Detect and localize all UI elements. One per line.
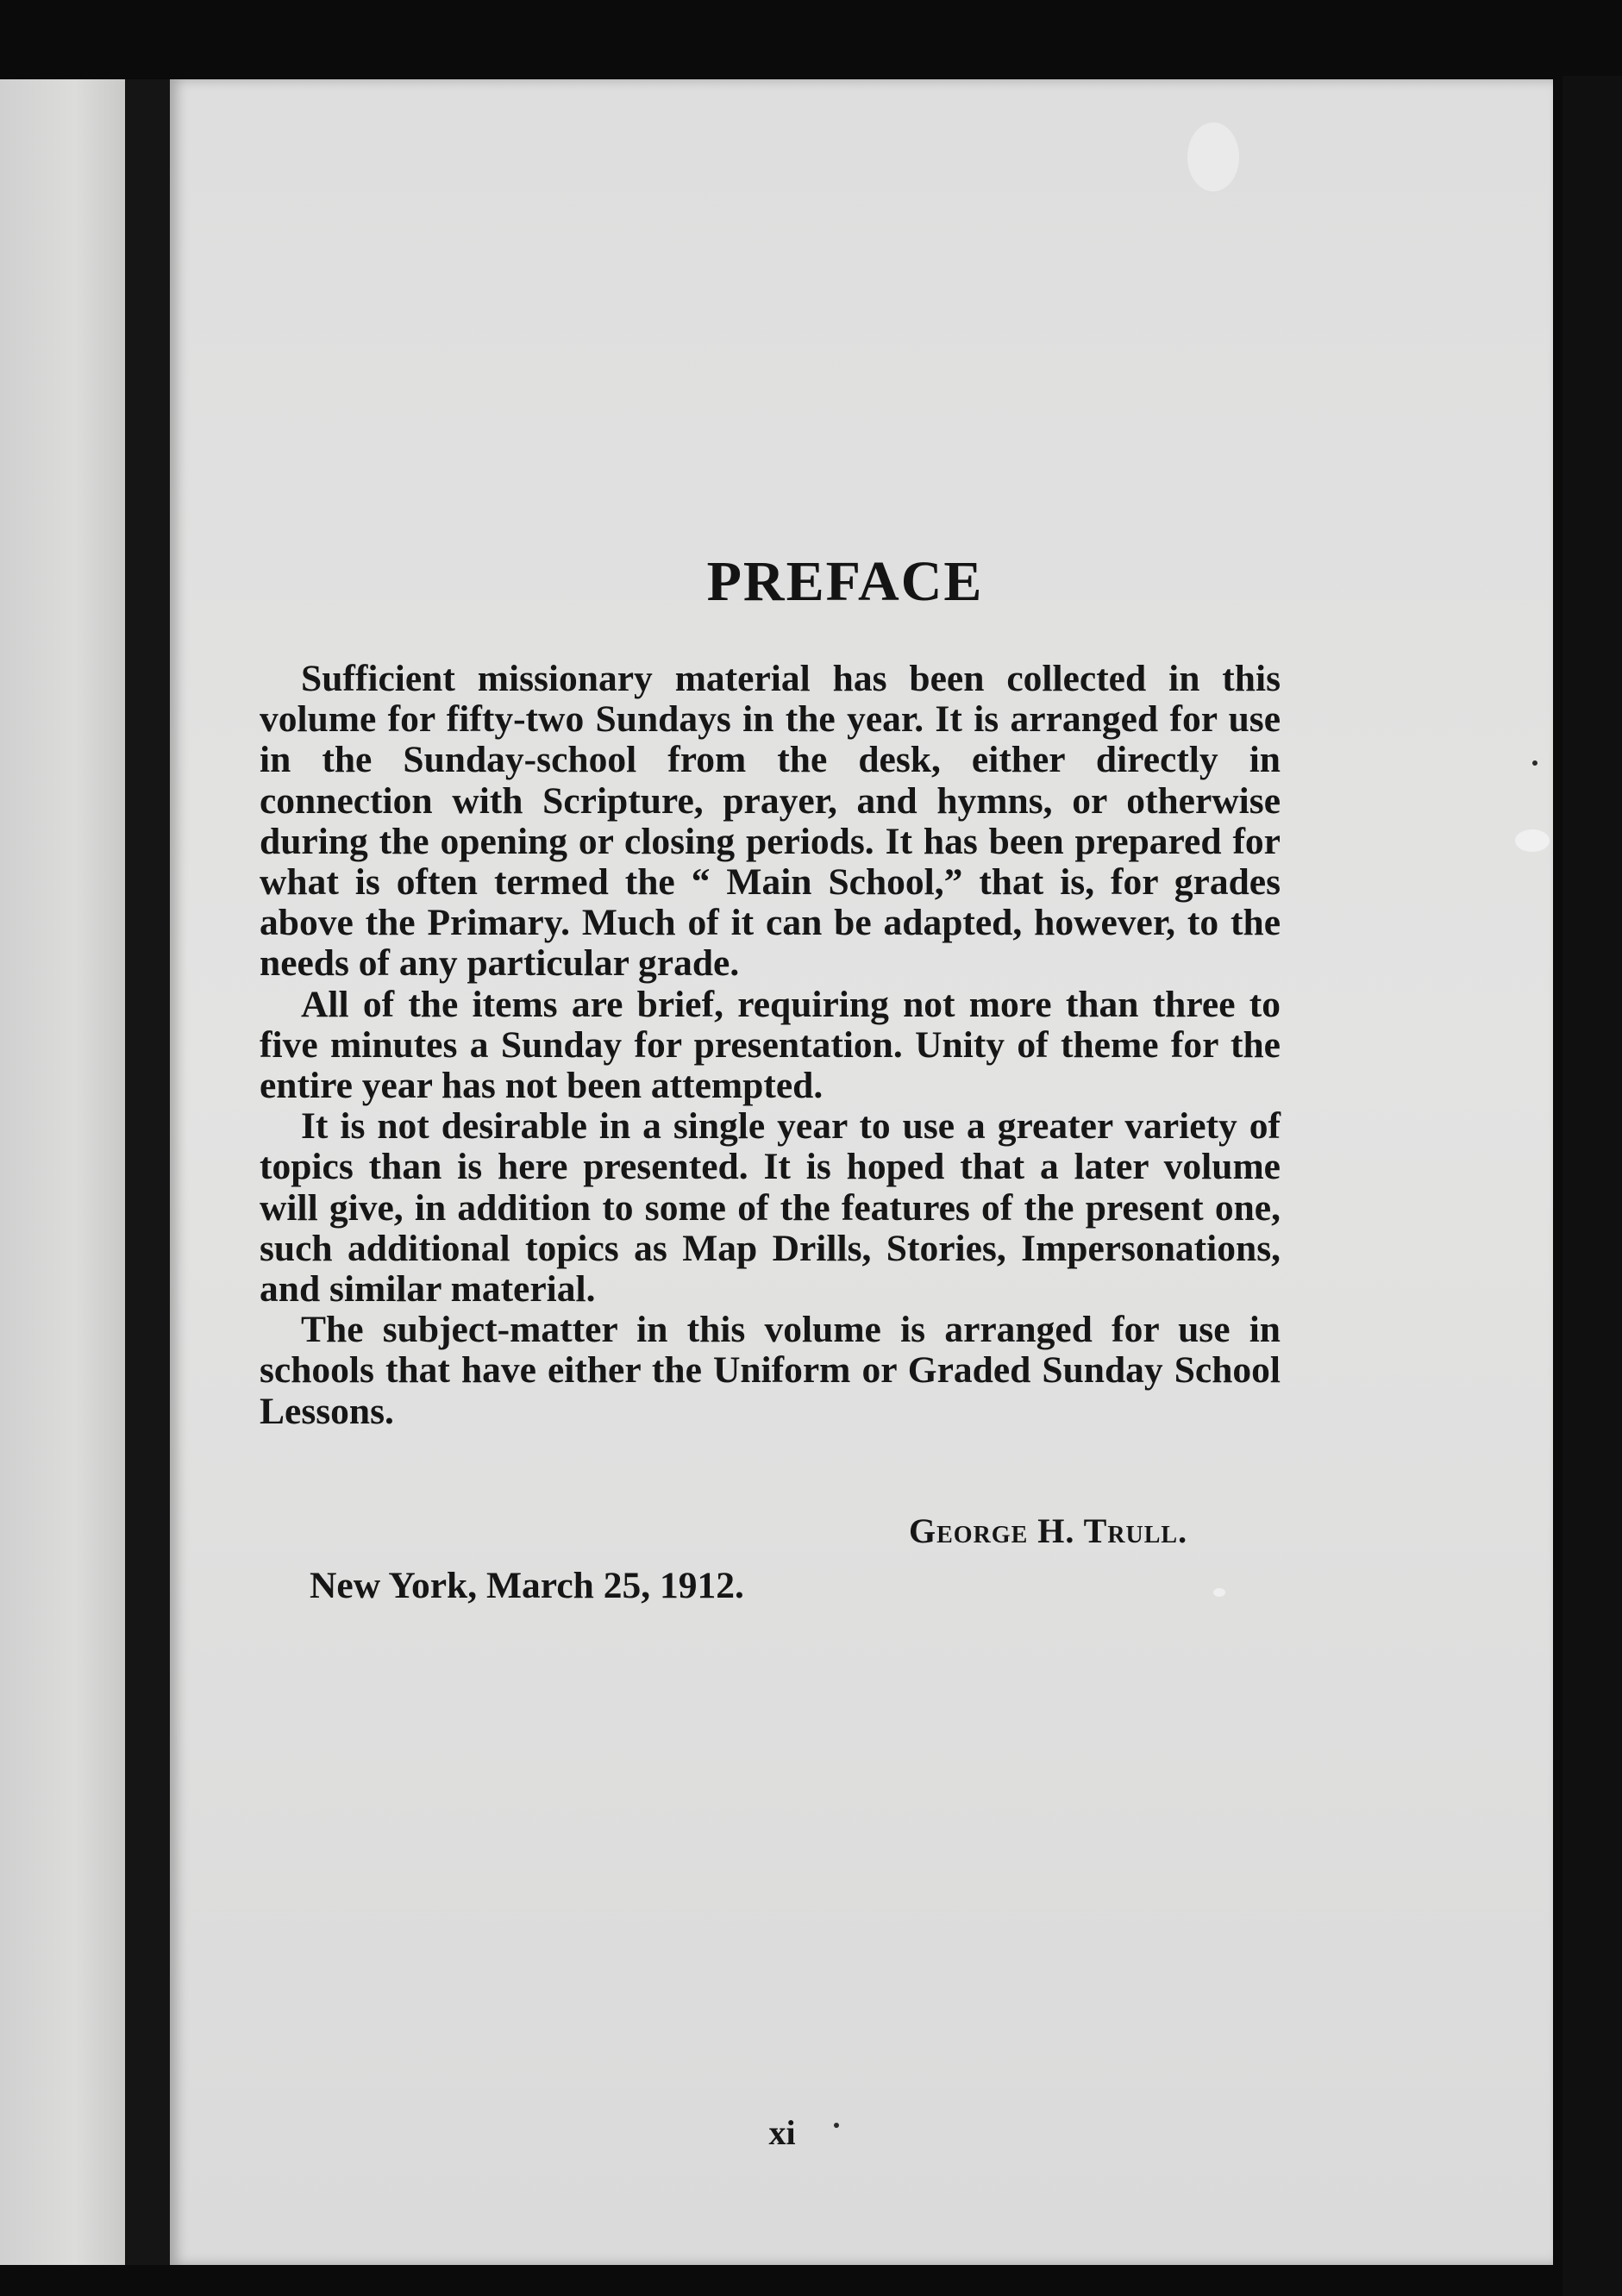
book-page bbox=[170, 79, 1553, 2265]
book-gutter bbox=[125, 79, 170, 2265]
adjacent-page-edge bbox=[0, 79, 125, 2265]
dateline: New York, March 25, 1912. bbox=[310, 1565, 744, 1606]
paragraph: It is not desirable in a single year to use a greater variety of topics than is here presented. It is hoped that a later volume will give, in addition to some of the features of the present one, such additional topics as Map Drills, Stories, Impersonations, and similar material. bbox=[260, 1105, 1281, 1311]
scan-border bbox=[1563, 76, 1622, 2296]
scan-speck bbox=[1213, 1588, 1225, 1597]
paragraph: Sufficient missionary material has been collected in this volume for fifty-two Sundays in the year. It is arranged for use in the Sunday-school from the desk, either directly in connection with Scripture, prayer, and hymns, or otherwise during the opening or closing periods. It has been prepared for what is often termed the “ Main School,” that is, for grades above the Primary. Much of it can be adapted, however, to the needs of any particular grade. bbox=[260, 658, 1281, 985]
scan-speck bbox=[1532, 760, 1537, 766]
scan-speck bbox=[834, 2123, 839, 2128]
paragraph: The subject-matter in this volume is arranged for use in schools that have either the Uniform or Graded Sunday School Lessons. bbox=[260, 1309, 1281, 1432]
author-signature: George H. Trull. bbox=[909, 1511, 1188, 1550]
paragraph: All of the items are brief, requiring not more than three to five minutes a Sunday for presentation. Unity of theme for the entire year has not been attempted. bbox=[260, 983, 1281, 1107]
scan-speck bbox=[1187, 122, 1239, 191]
page-title: PREFACE bbox=[706, 550, 984, 613]
page-number: xi bbox=[768, 2113, 796, 2152]
preface-body bbox=[260, 659, 1281, 1432]
scan-speck bbox=[1515, 829, 1550, 852]
